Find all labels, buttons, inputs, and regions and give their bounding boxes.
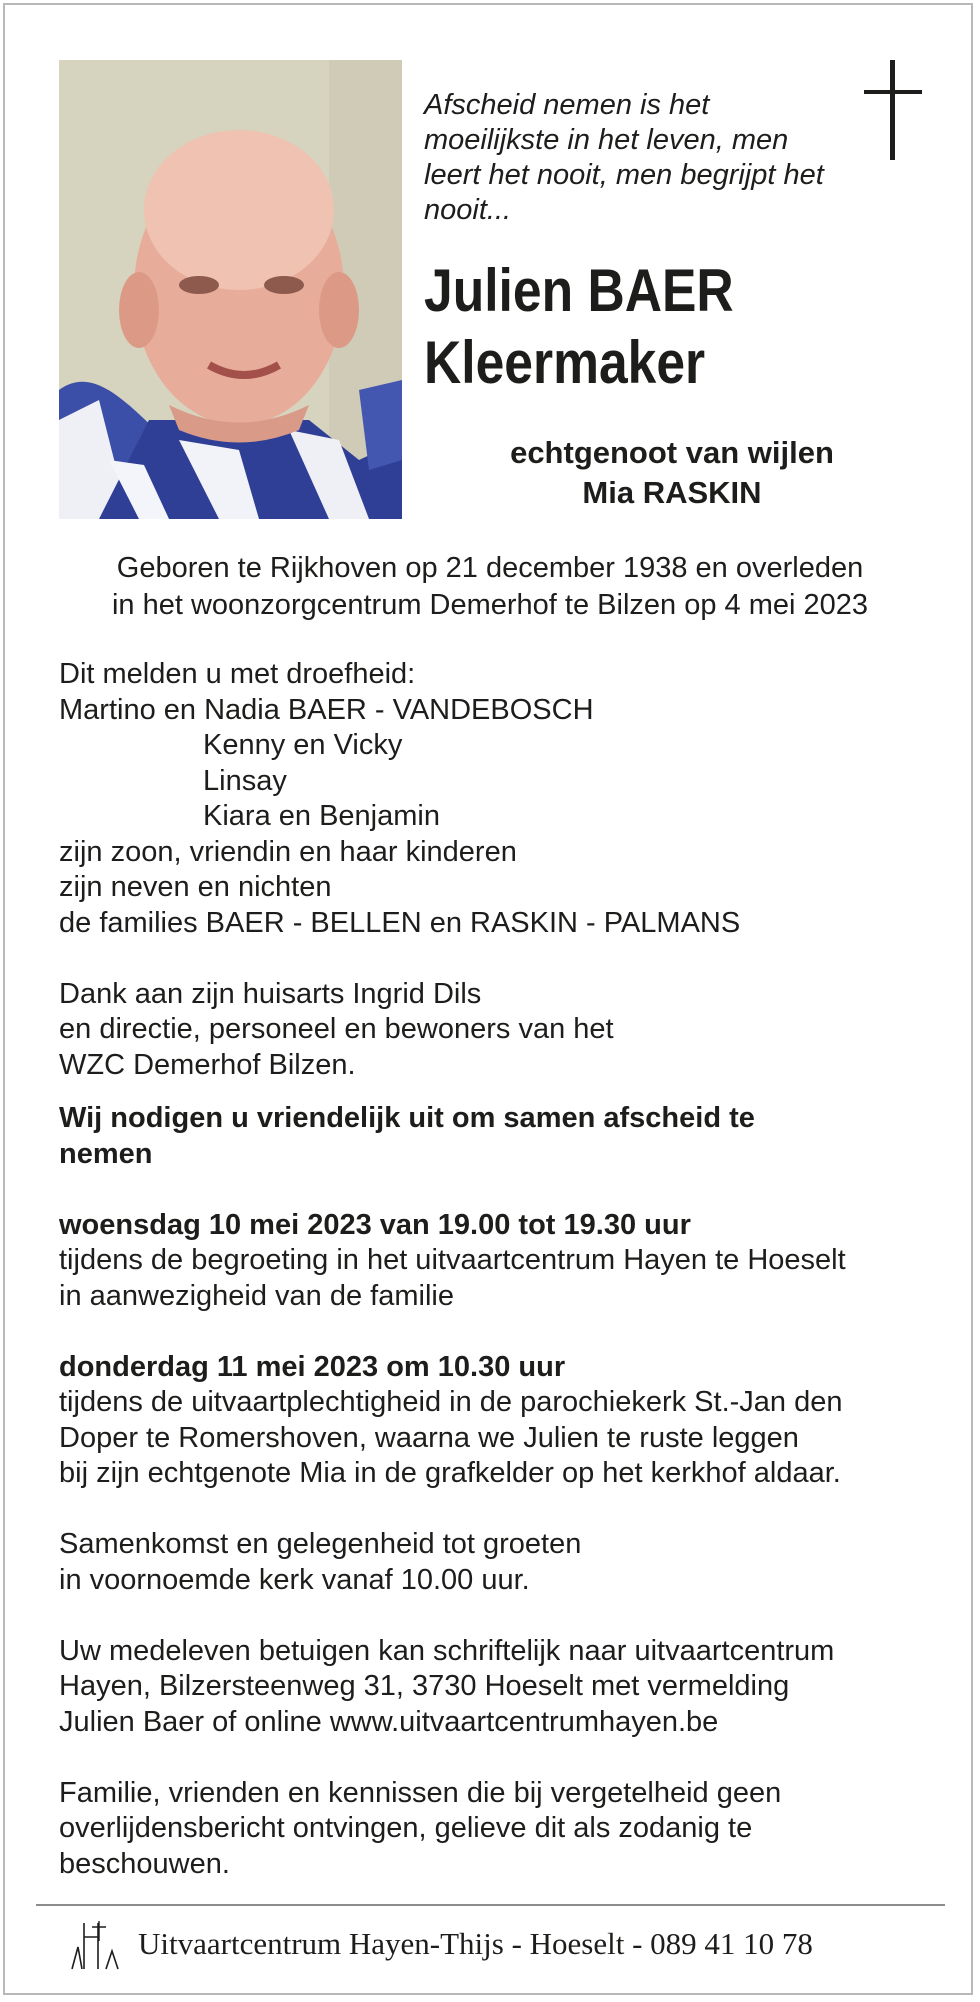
family-head: Martino en Nadia BAER - VANDEBOSCH [59, 693, 594, 726]
condolences-line: Hayen, Bilzersteenweg 31, 3730 Hoeselt met vermelding [59, 1670, 790, 1702]
funeral-line: tijdens de uitvaartplechtigheid in de parochiekerk St.-Jan den [59, 1386, 843, 1418]
relation-line: zijn neven en nichten [59, 871, 332, 903]
spouse-block [424, 433, 920, 513]
invitation-line: Wij nodigen u vriendelijk uit om samen afscheid te [59, 1102, 755, 1134]
relation-line: zijn zoon, vriendin en haar kinderen [59, 835, 517, 868]
birth-death-dates [40, 550, 940, 624]
grandchild: Kiara en Benjamin [203, 800, 440, 832]
grandchild: Kenny en Vicky [203, 729, 403, 761]
funeral-line: Doper te Romershoven, waarna we Julien te ruste leggen [59, 1421, 799, 1454]
grandchild: Linsay [203, 764, 287, 797]
announcement-body [59, 657, 939, 1882]
notice-line: overlijdensbericht ontvingen, gelieve dit als zodanig te [59, 1812, 753, 1844]
visitation-line: in aanwezigheid van de familie [59, 1279, 454, 1312]
dates-line: Geboren te Rijkhoven op 21 december 1938 en overleden [116, 552, 864, 584]
visitation-when: woensdag 10 mei 2023 van 19.00 tot 19.30 uur [59, 1208, 691, 1241]
notice-line: beschouwen. [59, 1847, 230, 1880]
deceased-name: Julien BAER [424, 257, 734, 324]
dates-line: in het woonzorgcentrum Demerhof te Bilzen op 4 mei 2023 [111, 589, 869, 621]
gathering-line: Samenkomst en gelegenheid tot groeten [59, 1528, 582, 1560]
notice-line: Familie, vrienden en kennissen die bij vergetelheid geen [59, 1776, 782, 1809]
announcement-intro: Dit melden u met droefheid: [59, 658, 416, 690]
poem [424, 88, 864, 228]
condolences-line: Uw medeleven betuigen kan schriftelijk naar uitvaartcentrum [59, 1634, 835, 1667]
gathering-line: in voornoemde kerk vanaf 10.00 uur. [59, 1563, 530, 1596]
thanks-line: WZC Demerhof Bilzen. [59, 1048, 356, 1081]
deceased-name-block [424, 255, 734, 399]
spouse-line: echtgenoot van wijlen [510, 435, 834, 470]
poem-line: Afscheid nemen is het [424, 89, 710, 121]
deceased-profession: Kleermaker [424, 329, 706, 396]
funeral-line: bij zijn echtgenote Mia in de grafkelder op het kerkhof aldaar. [59, 1457, 841, 1489]
poem-line: nooit... [424, 194, 512, 226]
cross-icon [862, 60, 924, 160]
footer-divider [36, 1904, 945, 1906]
footer-text: Uitvaartcentrum Hayen-Thijs - Hoeselt - 089 41 10 78 [138, 1926, 813, 1961]
invitation-line: nemen [59, 1137, 153, 1170]
poem-line: moeilijkste in het leven, men [424, 124, 789, 156]
thanks-line: Dank aan zijn huisarts Ingrid Dils [59, 977, 482, 1010]
spouse-name: Mia RASKIN [582, 475, 762, 510]
funeral-home-logo-icon [68, 1917, 124, 1973]
poem-line: leert het nooit, men begrijpt het [424, 159, 824, 191]
thanks-line: en directie, personeel en bewoners van het [59, 1013, 614, 1045]
visitation-line: tijdens de begroeting in het uitvaartcentrum Hayen te Hoeselt [59, 1244, 846, 1276]
funeral-when: donderdag 11 mei 2023 om 10.30 uur [59, 1350, 566, 1383]
condolences-line: Julien Baer of online www.uitvaartcentrumhayen.be [59, 1705, 719, 1738]
relation-line: de families BAER - BELLEN en RASKIN - PALMANS [59, 906, 741, 939]
portrait-photo [59, 60, 402, 519]
